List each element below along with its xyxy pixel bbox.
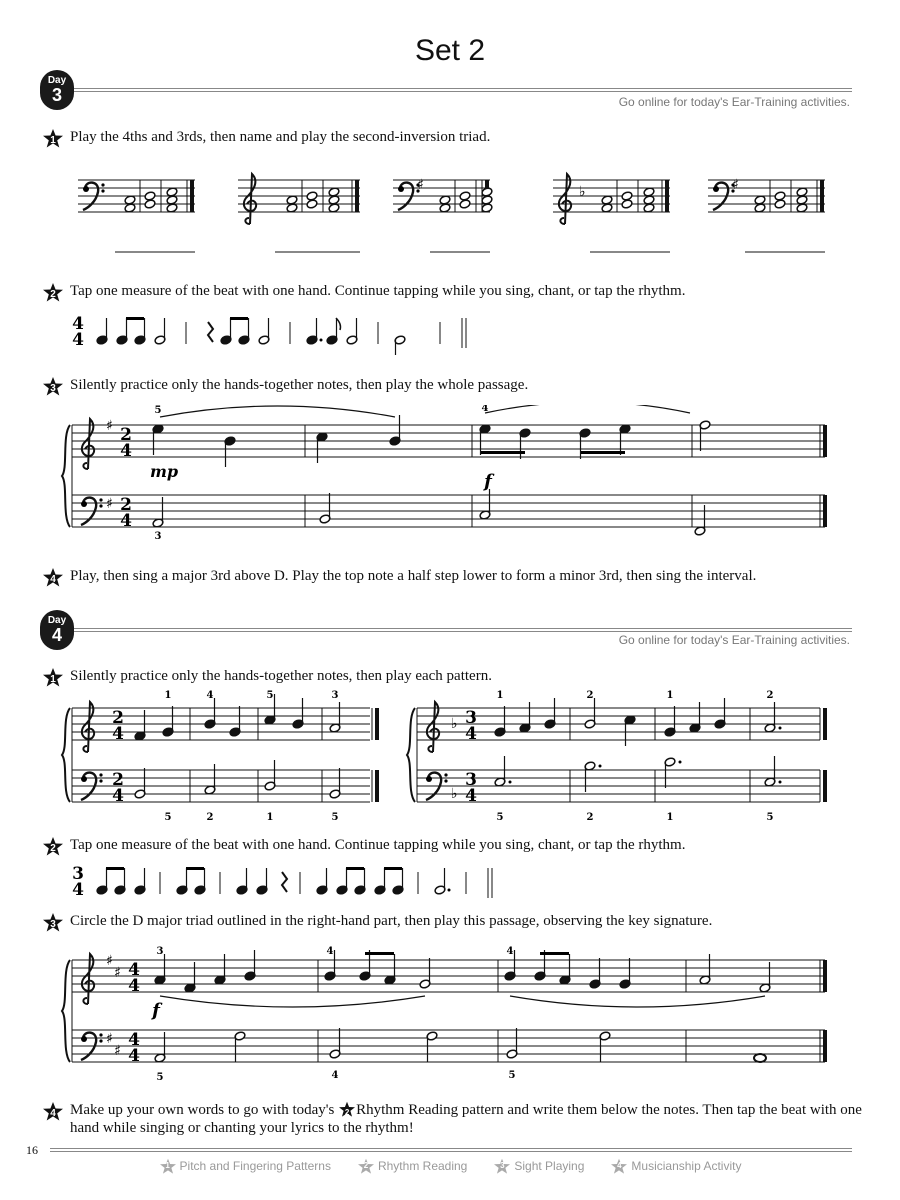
footer-legend	[0, 1158, 900, 1174]
sharp-icon: ♯	[417, 177, 424, 193]
fingering: 1	[496, 690, 504, 701]
brace	[407, 708, 415, 802]
star-1-icon: 1	[42, 667, 64, 687]
dot	[81, 1036, 87, 1042]
note	[459, 191, 471, 201]
dot	[426, 776, 432, 782]
time-sig-top: 2	[120, 425, 132, 445]
dot	[99, 504, 102, 507]
footer-label: Musicianship Activity	[631, 1159, 742, 1173]
fingering: 2	[586, 812, 594, 823]
dot	[99, 498, 102, 501]
dynamic-mark: mp	[149, 462, 179, 481]
star-4-icon: 4	[42, 1101, 64, 1121]
instruction: Tap one measure of the beat with one hand. Continue tapping while you sing, chant, or tap the rhythm.	[70, 283, 686, 299]
day3-grand-staff	[60, 405, 835, 545]
dot	[779, 727, 782, 730]
beam	[540, 952, 569, 955]
final-barline	[823, 770, 827, 802]
time-sig-bottom: 4	[112, 724, 124, 744]
day3-q2	[42, 282, 862, 302]
day-number: 4	[51, 625, 62, 645]
note	[774, 191, 786, 201]
star-4-icon: 4	[42, 567, 64, 587]
star-icon: 3	[493, 1158, 511, 1174]
whole-note	[754, 1054, 766, 1062]
dot	[448, 889, 451, 892]
note	[621, 191, 633, 201]
time-sig-bottom: 4	[120, 511, 132, 531]
fingering: 2	[586, 690, 594, 701]
flat-icon: ♭	[451, 786, 458, 802]
beam	[126, 317, 144, 320]
note	[144, 191, 156, 201]
day-3-badge	[40, 70, 74, 110]
beam	[581, 451, 625, 454]
star-icon: 4	[610, 1158, 628, 1174]
star-3-icon: 3	[42, 376, 64, 396]
footer-item	[610, 1158, 741, 1174]
dot	[83, 186, 89, 192]
day4-grand-staff-right	[405, 690, 830, 825]
time-sig-top: 3	[72, 864, 84, 884]
brace	[62, 960, 70, 1062]
fingering: 4	[331, 1070, 339, 1081]
day3-q1	[42, 128, 862, 148]
day4-grand-staff-left	[60, 690, 380, 825]
rest-icon	[282, 872, 287, 892]
dot	[509, 781, 512, 784]
dot	[81, 501, 87, 507]
dot	[99, 1039, 102, 1042]
final-barline	[823, 708, 827, 740]
day4-q1	[42, 667, 862, 687]
footer-label: Sight Playing	[514, 1159, 585, 1173]
final-barline	[823, 495, 827, 527]
sharp-icon: ♯	[106, 1031, 113, 1047]
star-2-icon: 2	[42, 282, 64, 302]
footer-label: Pitch and Fingering Patterns	[179, 1159, 331, 1173]
treble-clef-icon	[82, 702, 94, 752]
time-sig-bottom: 4	[128, 1046, 140, 1066]
flat-icon: ♭	[579, 184, 586, 200]
fingering: 3	[331, 690, 339, 701]
fingering: 5	[331, 812, 339, 823]
instruction: Play, then sing a major 3rd above D. Play the top note a half step lower to form a minor 3rd, then sing the interval.	[70, 568, 757, 584]
footer-label: Rhythm Reading	[377, 1159, 468, 1173]
day3-rhythm	[60, 310, 520, 355]
dot	[320, 339, 323, 342]
dot	[81, 776, 87, 782]
divider	[74, 628, 852, 632]
dot	[444, 773, 447, 776]
footer-item	[159, 1158, 331, 1174]
slur	[160, 996, 425, 1007]
page-title: Set 2	[414, 34, 486, 67]
fingering: 1	[164, 690, 172, 701]
fingering: 5	[766, 812, 774, 823]
star-3-icon: 3	[42, 912, 64, 932]
dot	[99, 779, 102, 782]
dot	[444, 779, 447, 782]
star-icon: 2	[357, 1158, 375, 1174]
treble-clef-icon	[82, 419, 94, 469]
beam	[186, 867, 204, 870]
beam	[481, 451, 525, 454]
instruction: Silently practice only the hands-together notes, then play each pattern.	[70, 668, 492, 684]
dot	[99, 1033, 102, 1036]
time-sig-top: 2	[112, 770, 124, 790]
beam	[346, 867, 364, 870]
note	[306, 191, 318, 201]
dot	[779, 781, 782, 784]
slur	[485, 405, 690, 413]
sharp-icon: ♯	[114, 965, 121, 981]
day4-q3	[42, 912, 862, 932]
time-sig-top: 4	[128, 960, 140, 980]
time-sig-bottom: 4	[120, 441, 132, 461]
beam	[106, 867, 124, 870]
fingering: 3	[156, 946, 164, 957]
star-ref-icon: 2	[338, 1101, 356, 1117]
time-sig-bottom: 4	[72, 880, 84, 900]
fingering: 5	[508, 1070, 516, 1081]
time-sig-bottom: 4	[465, 786, 477, 806]
day-number: 3	[51, 85, 62, 105]
time-sig-top: 4	[72, 314, 84, 334]
online-note: Go online for today's Ear-Training activities.	[618, 633, 850, 647]
instruction: Tap one measure of the beat with one hand. Continue tapping while you sing, chant, or tap the rhythm.	[70, 837, 686, 853]
footer-item	[357, 1158, 467, 1174]
fingering: 4	[206, 690, 214, 701]
star-1-icon: 1	[42, 128, 64, 148]
final-barline	[190, 180, 194, 212]
day4-rhythm	[60, 860, 540, 905]
treble-clef-icon	[244, 174, 256, 224]
dot	[679, 761, 682, 764]
fingering: 2	[206, 812, 214, 823]
fingering: 5	[266, 690, 274, 701]
final-barline	[375, 770, 379, 802]
rest-icon	[208, 322, 213, 342]
day4-grand-staff	[60, 940, 835, 1085]
fingering: 1	[666, 812, 674, 823]
time-sig-top: 3	[465, 770, 477, 790]
dot	[599, 765, 602, 768]
day3-q1-music	[70, 160, 830, 260]
dynamic-mark: f	[484, 471, 492, 492]
final-barline	[820, 180, 824, 212]
time-sig-top: 4	[128, 1030, 140, 1050]
fingering: 5	[496, 812, 504, 823]
instruction: Play the 4ths and 3rds, then name and play the second-inversion triad.	[70, 129, 491, 145]
beam	[384, 867, 402, 870]
divider	[74, 88, 852, 92]
fingering: 5	[164, 812, 172, 823]
sharp-icon: ♯	[732, 177, 739, 193]
final-barline	[823, 960, 827, 992]
sharp-icon: ♯	[106, 496, 113, 512]
fingering: 2	[766, 690, 774, 701]
fingering: 5	[154, 405, 162, 416]
dot	[99, 773, 102, 776]
beam	[230, 317, 248, 320]
day-4-badge	[40, 610, 74, 650]
day4-q2	[42, 836, 862, 856]
treble-clef-icon	[559, 174, 571, 224]
final-barline	[823, 1030, 827, 1062]
beam	[365, 952, 394, 955]
fingering: 4	[326, 946, 334, 957]
dot	[101, 189, 104, 192]
dot	[101, 183, 104, 186]
treble-clef-icon	[82, 954, 94, 1004]
time-sig-top: 2	[120, 495, 132, 515]
dynamic-mark: f	[152, 1000, 160, 1021]
fingering: 5	[156, 1072, 164, 1083]
dot	[713, 186, 719, 192]
day-label: Day	[47, 75, 67, 86]
page-number: 16	[26, 1143, 38, 1157]
final-barline	[665, 180, 669, 212]
brace	[62, 425, 70, 527]
final-barline	[375, 708, 379, 740]
slur	[160, 406, 395, 417]
instruction	[70, 1101, 862, 1137]
final-barline	[823, 425, 827, 457]
footer-divider	[50, 1148, 852, 1152]
brace	[62, 708, 70, 802]
time-sig-bottom: 4	[465, 724, 477, 744]
sharp-icon: ♯	[114, 1043, 121, 1059]
sharp-icon: ♯	[106, 418, 113, 434]
time-sig-bottom: 4	[112, 786, 124, 806]
final-barline	[355, 180, 359, 212]
day4-q4	[42, 1101, 862, 1137]
fingering: 3	[154, 531, 162, 542]
dot	[398, 186, 404, 192]
flat-icon: ♭	[451, 716, 458, 732]
time-sig-bottom: 4	[72, 330, 84, 350]
star-2-icon: 2	[42, 836, 64, 856]
star-icon: 1	[159, 1158, 177, 1174]
day3-q4	[42, 567, 862, 587]
online-note: Go online for today's Ear-Training activities.	[618, 95, 850, 109]
time-sig-top: 3	[465, 708, 477, 728]
instruction-part: Make up your own words to go with today's	[70, 1102, 335, 1118]
fingering: 4	[481, 405, 489, 414]
treble-clef-icon	[427, 702, 439, 752]
time-sig-bottom: 4	[128, 976, 140, 996]
instruction: Circle the D major triad outlined in the right-hand part, then play this passage, observing the key signature.	[70, 913, 713, 929]
slur	[510, 996, 765, 1007]
instruction: Silently practice only the hands-together notes, then play the whole passage.	[70, 377, 529, 393]
fingering: 4	[506, 946, 514, 957]
day-label: Day	[47, 615, 67, 626]
instruction-part: Rhythm Reading pattern and write them below the notes. Then tap the beat with one hand while singing or chanting your lyrics to the rhythm!	[70, 1102, 862, 1136]
fingering: 1	[666, 690, 674, 701]
day3-q3	[42, 376, 862, 396]
time-sig-top: 2	[112, 708, 124, 728]
footer-item	[493, 1158, 584, 1174]
sharp-icon: ♯	[106, 953, 113, 969]
fingering: 1	[266, 812, 274, 823]
